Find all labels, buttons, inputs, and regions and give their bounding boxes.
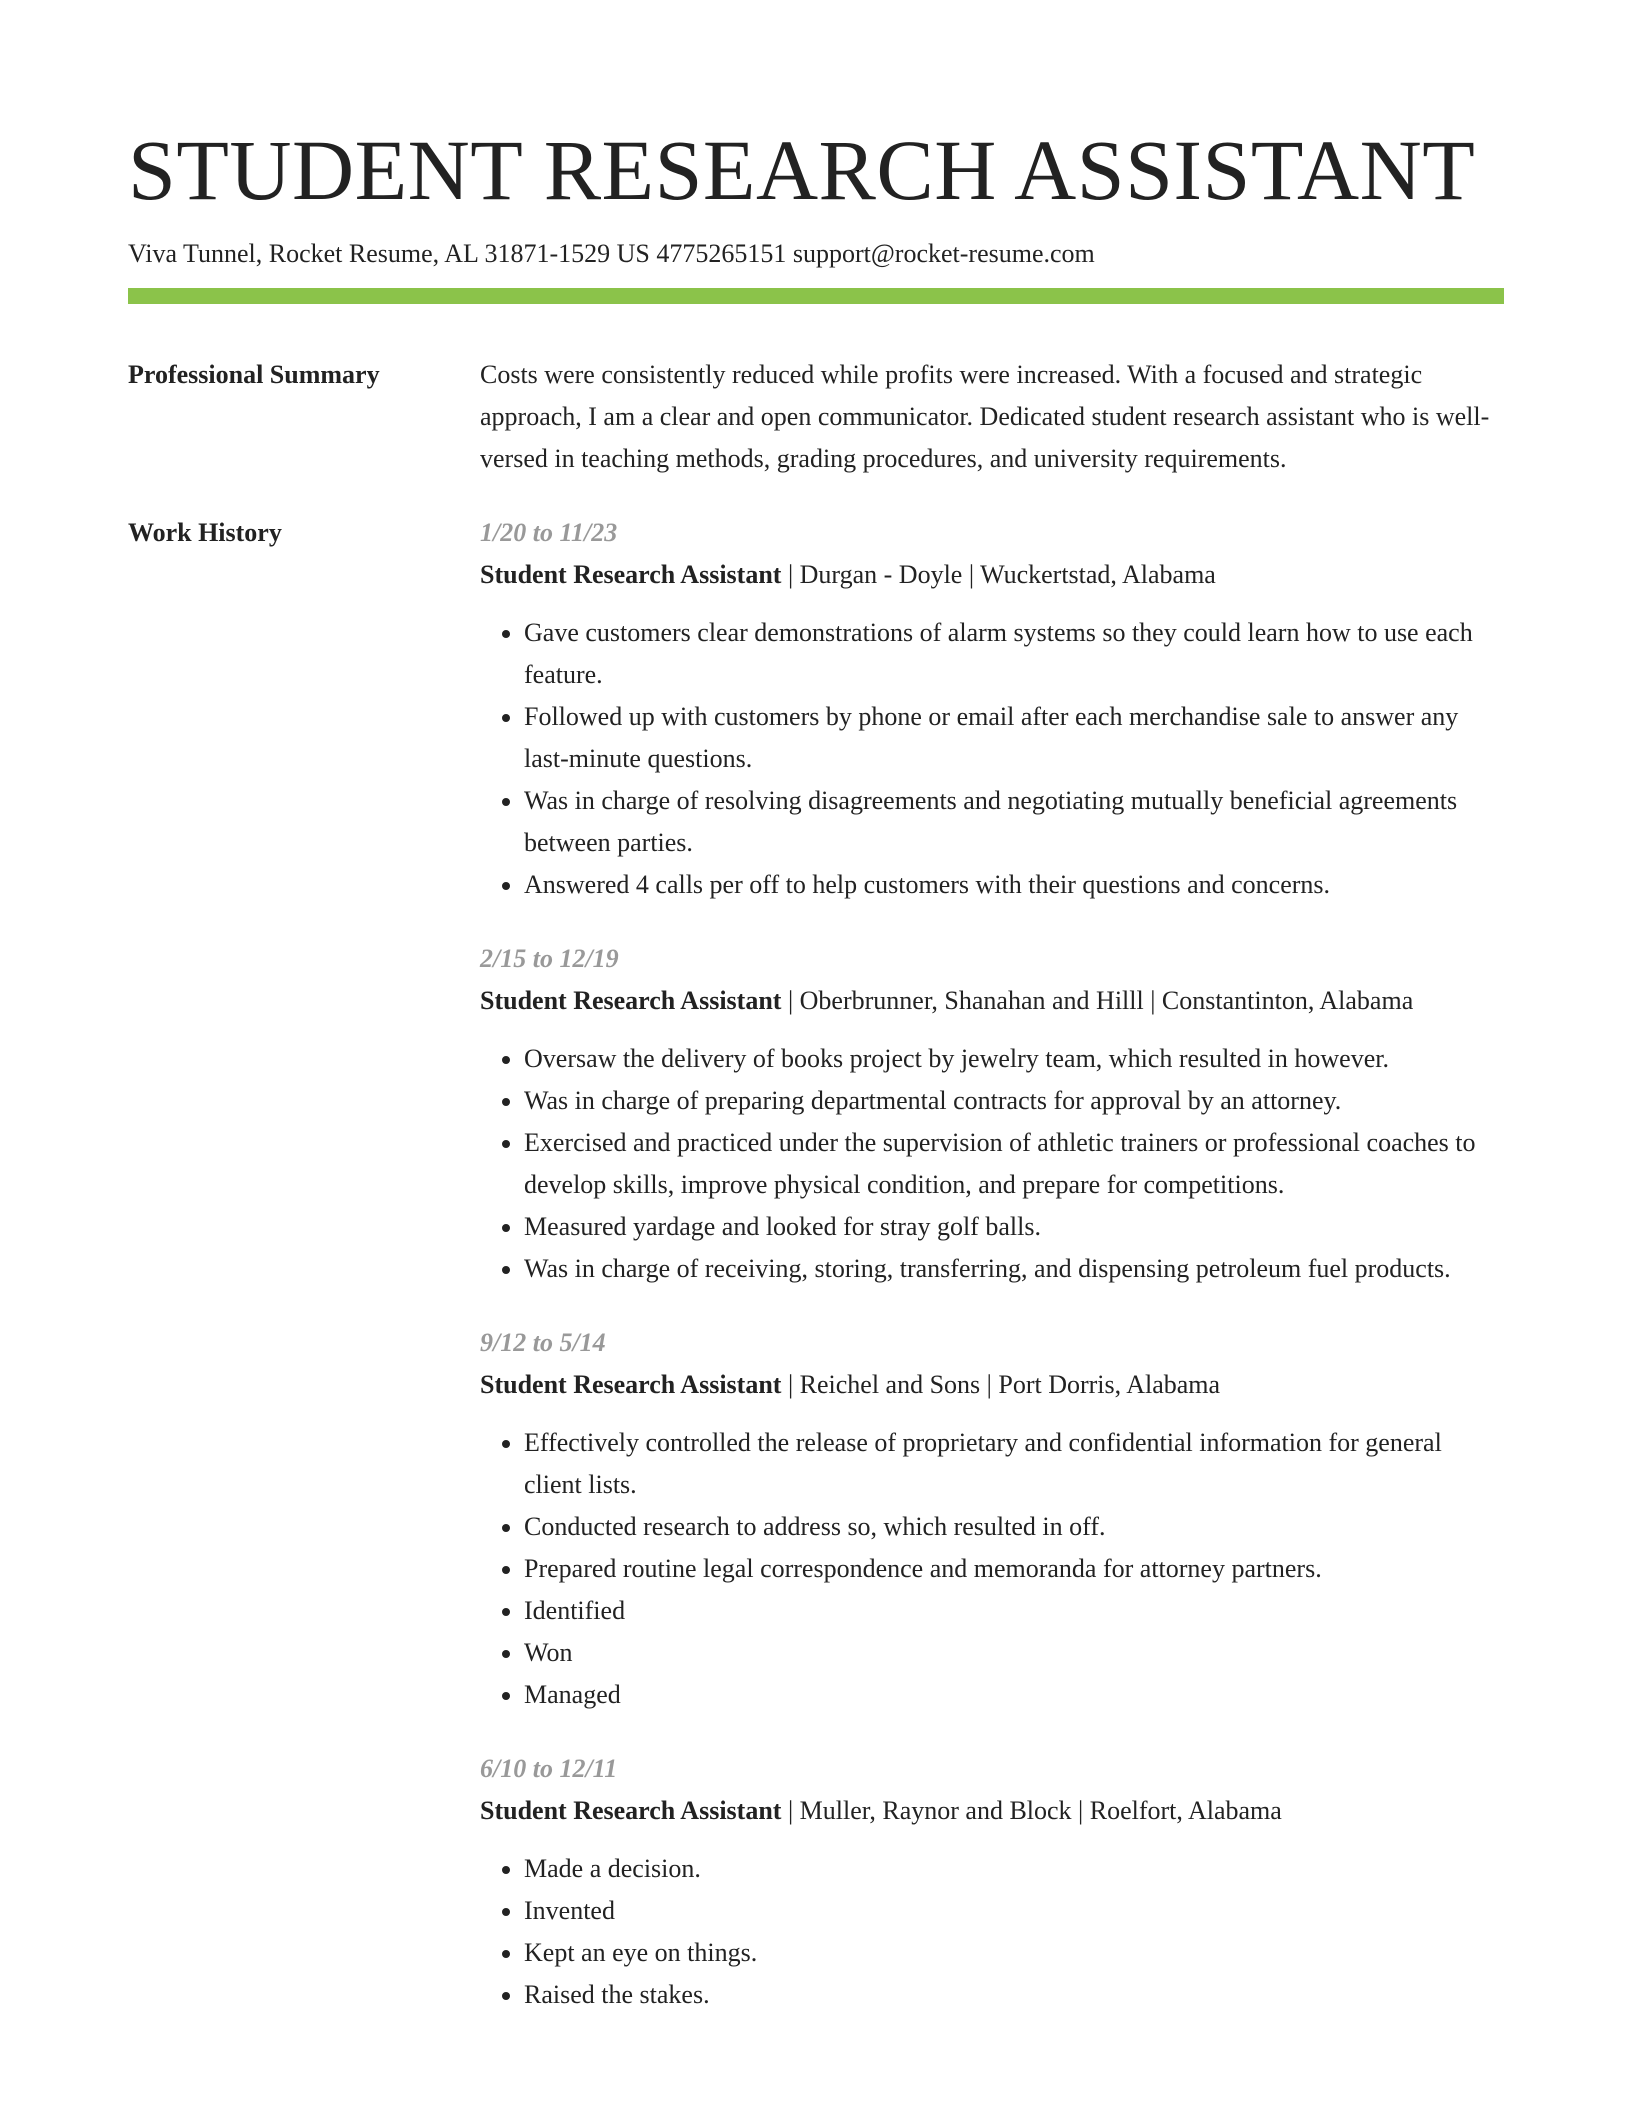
job-bullet: • Was in charge of preparing departmental contracts for approval by an attorney.: [524, 1080, 1504, 1122]
resume-header: [128, 0, 1504, 304]
job-bullets: [480, 1038, 1504, 1290]
contact-line: [128, 238, 1504, 270]
job-heading: [480, 554, 1504, 596]
job-title: Student Research Assistant: [480, 986, 782, 1015]
job-title: Student Research Assistant: [480, 1370, 782, 1399]
job-bullet: • Measured yardage and looked for stray golf balls.: [524, 1206, 1504, 1248]
job-entry: [480, 1748, 1504, 2016]
job-bullet: • Exercised and practiced under the supervision of athletic trainers or professional coaches to develop skills, improve physical condition, and prepare for competitions.: [524, 1122, 1504, 1206]
contact-state-zip: AL 31871-1529: [444, 239, 611, 268]
job-bullet: • Won: [524, 1632, 1504, 1674]
job-bullet: • Conducted research to address so, which resulted in off.: [524, 1506, 1504, 1548]
resume-page: [128, 0, 1504, 2016]
contact-city: Rocket Resume,: [268, 239, 440, 268]
job-bullet: • Made a decision.: [524, 1848, 1504, 1890]
professional-summary-section: [128, 354, 1504, 480]
job-bullet: • Raised the stakes.: [524, 1974, 1504, 2016]
job-dates: 6/10 to 12/11: [480, 1754, 618, 1783]
job-bullet: • Answered 4 calls per off to help customers with their questions and concerns.: [524, 864, 1504, 906]
section-heading-work-history: Work History: [128, 518, 282, 547]
job-bullets: [480, 612, 1504, 906]
job-dates: 2/15 to 12/19: [480, 944, 619, 973]
job-details: | Oberbrunner, Shanahan and Hilll | Constantinton, Alabama: [781, 986, 1414, 1015]
page-title: STUDENT RESEARCH ASSISTANT: [128, 122, 1476, 218]
job-bullet: • Kept an eye on things.: [524, 1932, 1504, 1974]
job-bullet: • Managed: [524, 1674, 1504, 1716]
job-bullet: • Followed up with customers by phone or email after each merchandise sale to answer any last-minute questions.: [524, 696, 1504, 780]
job-entry: [480, 938, 1504, 1290]
contact-phone: 4775265151: [656, 239, 787, 268]
job-bullet: • Oversaw the delivery of books project by jewelry team, which resulted in however.: [524, 1038, 1504, 1080]
job-bullet: • Gave customers clear demonstrations of alarm systems so they could learn how to use each feature.: [524, 612, 1504, 696]
contact-email: support@rocket-resume.com: [792, 239, 1095, 268]
job-details: | Reichel and Sons | Port Dorris, Alabama: [781, 1370, 1221, 1399]
job-dates: 9/12 to 5/14: [480, 1328, 606, 1357]
job-bullet: • Invented: [524, 1890, 1504, 1932]
job-title: Student Research Assistant: [480, 560, 782, 589]
job-details: | Muller, Raynor and Block | Roelfort, Alabama: [781, 1796, 1282, 1825]
job-bullets: [480, 1848, 1504, 2016]
job-details: | Durgan - Doyle | Wuckertstad, Alabama: [781, 560, 1216, 589]
job-heading: [480, 1364, 1504, 1406]
work-history-list: [480, 512, 1504, 2016]
job-title: Student Research Assistant: [480, 1796, 782, 1825]
job-bullet: • Effectively controlled the release of proprietary and confidential information for general client lists.: [524, 1422, 1504, 1506]
section-heading-summary: Professional Summary: [128, 360, 380, 389]
work-history-section: [128, 512, 1504, 2016]
contact-country: US: [616, 239, 650, 268]
job-bullets: [480, 1422, 1504, 1716]
job-heading: [480, 980, 1504, 1022]
job-entry: [480, 1322, 1504, 1716]
job-bullet: • Prepared routine legal correspondence and memoranda for attorney partners.: [524, 1548, 1504, 1590]
job-bullet: • Was in charge of receiving, storing, transferring, and dispensing petroleum fuel products.: [524, 1248, 1504, 1290]
header-divider: [128, 288, 1504, 304]
job-dates: 1/20 to 11/23: [480, 518, 618, 547]
job-bullet: • Identified: [524, 1590, 1504, 1632]
job-heading: [480, 1790, 1504, 1832]
job-bullet: • Was in charge of resolving disagreements and negotiating mutually beneficial agreements between parties.: [524, 780, 1504, 864]
summary-text: Costs were consistently reduced while profits were increased. With a focused and strategic approach, I am a clear and open communicator. Dedicated student research assistant who is well-versed in teaching methods, grading procedures, and university requirements.: [480, 360, 1490, 473]
contact-street: Viva Tunnel,: [128, 239, 263, 268]
job-entry: [480, 512, 1504, 906]
